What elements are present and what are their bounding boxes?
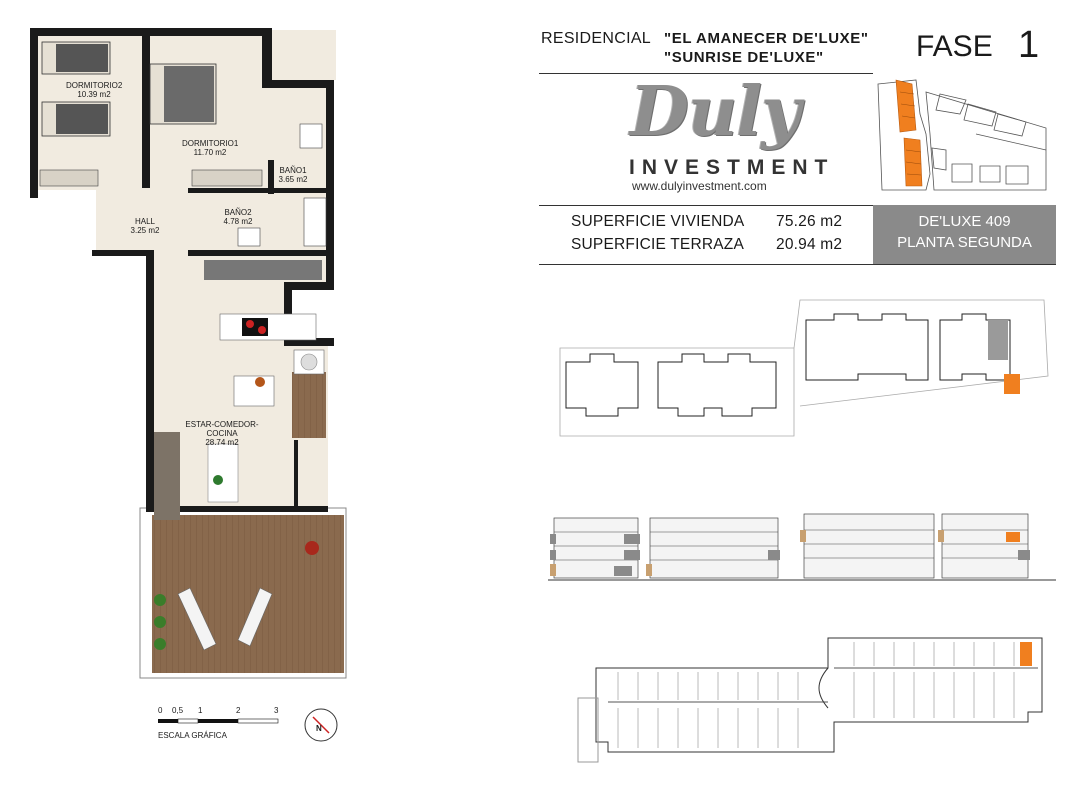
scale-tick-0: 0 bbox=[158, 706, 163, 715]
residencial-label: RESIDENCIAL bbox=[541, 30, 651, 47]
building-floor-plan bbox=[554, 296, 1054, 444]
room-dormitorio2-name: DORMITORIO2 bbox=[66, 81, 123, 90]
unit-floor: PLANTA SEGUNDA bbox=[897, 234, 1032, 251]
terraza-value: 20.94 m2 bbox=[776, 236, 843, 253]
table-bottom-divider bbox=[539, 264, 1056, 265]
building-highlight bbox=[1004, 374, 1020, 394]
scale-tick-2: 2 bbox=[236, 706, 241, 715]
logo-wordmark: Duly bbox=[630, 72, 800, 152]
site-highlight-north bbox=[896, 80, 916, 132]
project-name-line1: "EL AMANECER DE'LUXE" bbox=[664, 30, 869, 47]
room-estar-name: ESTAR-COMEDOR-COCINA bbox=[185, 420, 259, 438]
scale-bar bbox=[158, 717, 282, 727]
project-name-line2: "SUNRISE DE'LUXE" bbox=[664, 49, 824, 66]
logo-investment: INVESTMENT bbox=[629, 156, 835, 179]
dining-table bbox=[234, 376, 274, 406]
room-dormitorio2-area: 10.39 m2 bbox=[77, 90, 111, 99]
floor-plan bbox=[28, 20, 358, 685]
building-grey-block bbox=[988, 320, 1008, 360]
unit-box bbox=[873, 205, 1056, 264]
basement-highlight bbox=[1020, 642, 1032, 666]
site-plan-map bbox=[876, 74, 1056, 194]
room-bano1-area: 3.65 m2 bbox=[278, 175, 308, 184]
elevation-highlight bbox=[1006, 532, 1020, 542]
room-bano1-name: BAÑO1 bbox=[279, 166, 307, 175]
scale-tick-05: 0,5 bbox=[172, 706, 184, 715]
vivienda-label: SUPERFICIE VIVIENDA bbox=[571, 213, 745, 230]
fase-label: FASE bbox=[916, 30, 993, 63]
scale-tick-1: 1 bbox=[198, 706, 203, 715]
room-dormitorio1 bbox=[182, 139, 238, 157]
room-hall bbox=[122, 217, 168, 235]
room-dormitorio1-area: 11.70 m2 bbox=[193, 148, 227, 157]
logo-url: www.dulyinvestment.com bbox=[632, 179, 767, 193]
room-bano2 bbox=[218, 208, 258, 226]
room-dormitorio1-name: DORMITORIO1 bbox=[182, 139, 239, 148]
north-label: N bbox=[316, 724, 322, 733]
room-dormitorio2 bbox=[66, 81, 122, 99]
fase-number: 1 bbox=[1018, 24, 1040, 66]
kitchen-counter bbox=[204, 260, 322, 280]
room-bano2-area: 4.78 m2 bbox=[223, 217, 253, 226]
scale-tick-3: 3 bbox=[274, 706, 279, 715]
bed-dormitorio1 bbox=[150, 64, 216, 124]
room-hall-name: HALL bbox=[134, 217, 155, 226]
room-bano1 bbox=[276, 166, 310, 184]
scale-label: ESCALA GRÁFICA bbox=[158, 731, 227, 740]
unit-name: DE'LUXE 409 bbox=[918, 213, 1011, 230]
room-estar bbox=[170, 420, 274, 447]
basement-parking-plan bbox=[558, 632, 1054, 766]
room-hall-area: 3.25 m2 bbox=[130, 226, 160, 235]
terraza-label: SUPERFICIE TERRAZA bbox=[571, 236, 744, 253]
building-elevations bbox=[548, 508, 1056, 590]
vivienda-value: 75.26 m2 bbox=[776, 213, 843, 230]
room-estar-area: 28.74 m2 bbox=[205, 438, 239, 447]
room-bano2-name: BAÑO2 bbox=[224, 208, 252, 217]
